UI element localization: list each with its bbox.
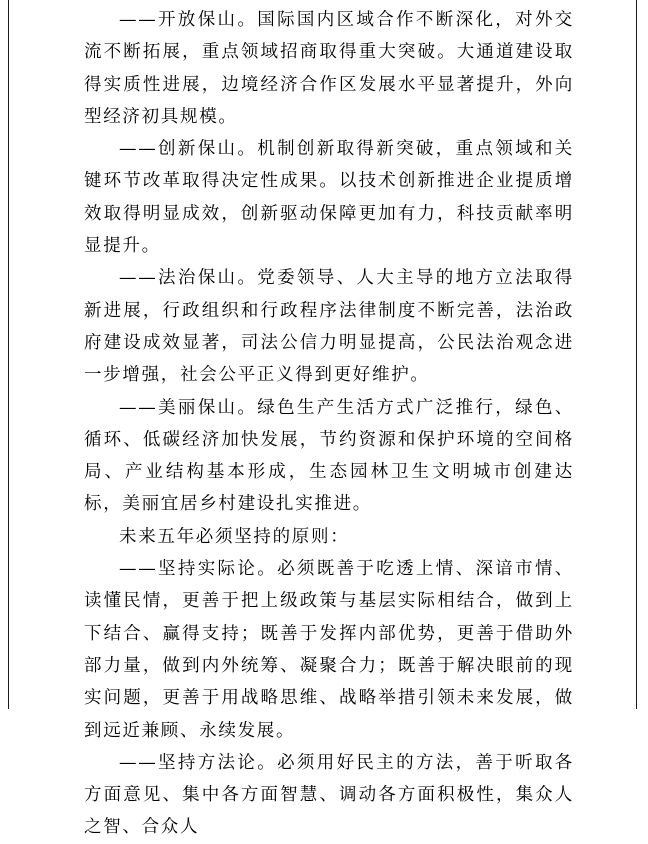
paragraph-text: 党委领导、人大主导的地方立法取得新进展，行政组织和行政程序法律制度不断完善，法治政府建设成效显著，司法公信力明显提高，公民法治观念进一步增强，社会公平正义得到更好维护。 <box>84 268 574 386</box>
paragraph-rule-of-law-baoshan <box>84 262 574 391</box>
paragraph-lead: ——坚持方法论。 <box>119 752 278 773</box>
paragraph-lead: ——法治保山。 <box>119 268 258 289</box>
paragraph-methodology <box>84 747 574 844</box>
section-heading-principles <box>84 521 574 553</box>
paragraph-text: 必须用好民主的方法，善于听取各方面意见、集中各方面智慧、调动各方面积极性，集众人之智、合众人 <box>84 752 575 838</box>
paragraph-lead: ——创新保山。 <box>119 139 258 160</box>
document-body <box>84 4 574 844</box>
paragraph-text: 机制创新取得新突破，重点领域和关键环节改革取得决定性成果。以技术创新推进企业提质增效取得明显成效，创新驱动保障更加有力，科技贡献率明显提升。 <box>84 139 574 257</box>
paragraph-text: 未来五年必须坚持的原则： <box>119 526 350 547</box>
page-border-left <box>8 0 9 709</box>
paragraph-lead: ——坚持实际论。 <box>119 559 278 580</box>
paragraph-practical-theory <box>84 553 574 747</box>
paragraph-open-baoshan <box>84 4 574 133</box>
paragraph-text: 必须既善于吃透上情、深谙市情、读懂民情，更善于把上级政策与基层实际相结合，做到上下结合、赢得支持；既善于发挥内部优势，更善于借助外部力量，做到内外统筹、凝聚合力；既善于解决眼前的现实问题，更善于用战略思维、战略举措引领未来发展，做到远近兼顾、永续发展。 <box>84 559 575 741</box>
page-border-right <box>636 0 637 709</box>
paragraph-text: 绿色生产生活方式广泛推行，绿色、循环、低碳经济加快发展，节约资源和保护环境的空间格局、产业结构基本形成，生态园林卫生文明城市创建达标，美丽宜居乡村建设扎实推进。 <box>84 397 574 515</box>
paragraph-lead: ——美丽保山。 <box>119 397 258 418</box>
paragraph-beautiful-baoshan <box>84 392 574 521</box>
paragraph-text: 国际国内区域合作不断深化，对外交流不断拓展，重点领域招商取得重大突破。大通道建设取得实质性进展，边境经济合作区发展水平显著提升，外向型经济初具规模。 <box>84 10 574 127</box>
paragraph-lead: ——开放保山。 <box>119 10 258 30</box>
paragraph-innovative-baoshan <box>84 133 574 262</box>
